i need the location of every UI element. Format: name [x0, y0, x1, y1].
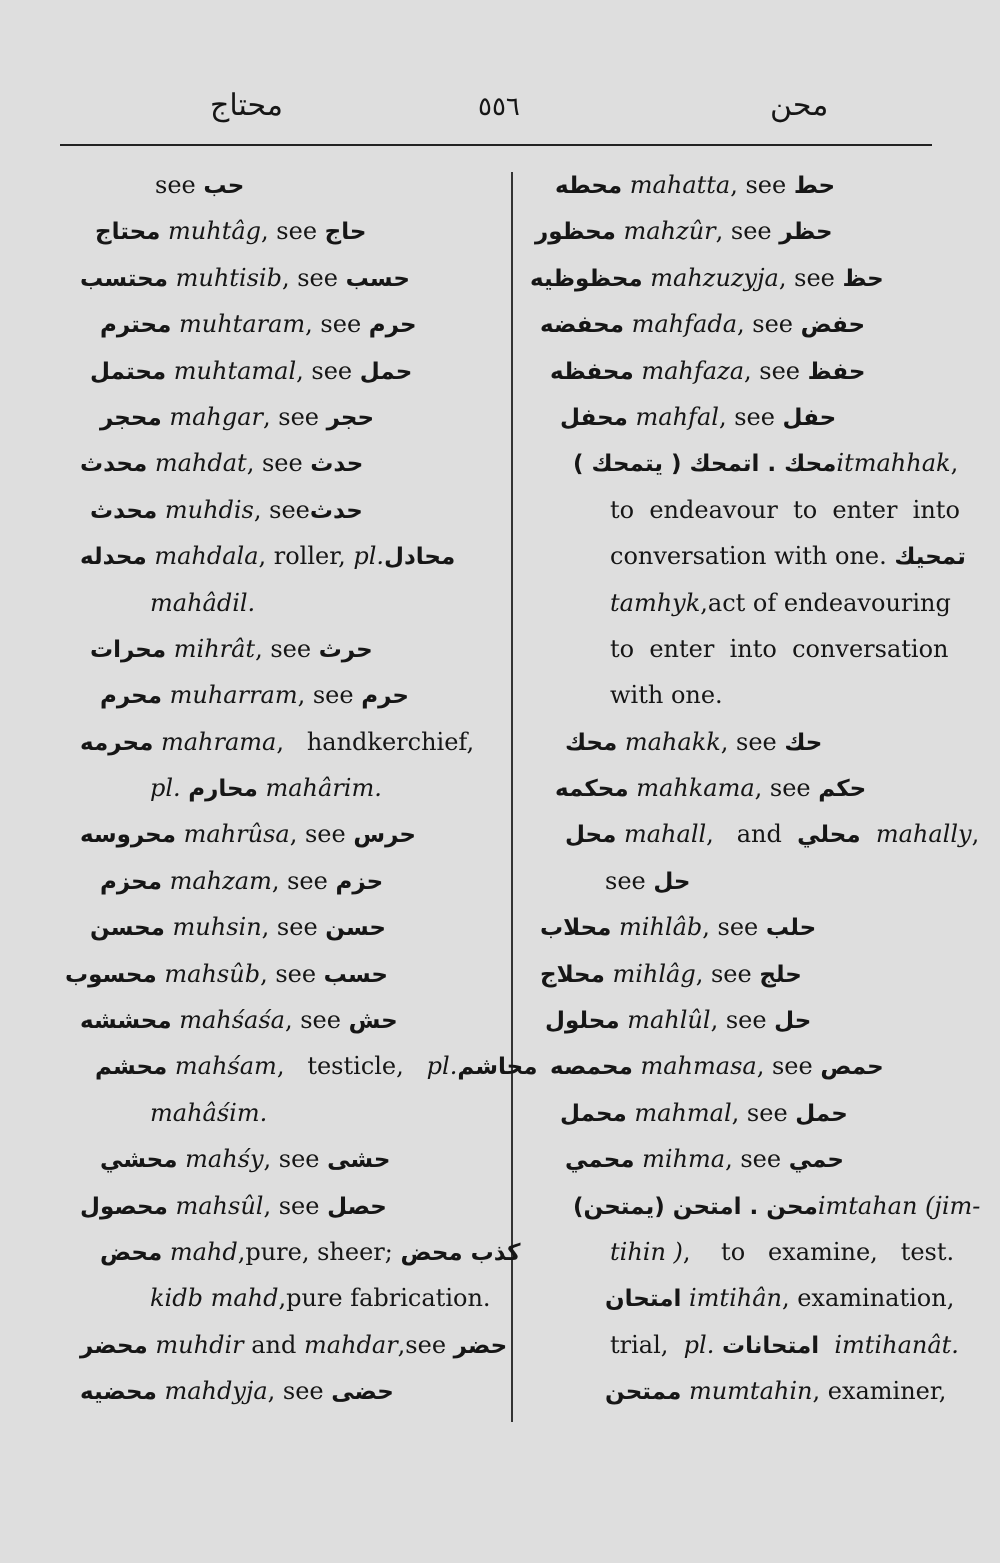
gloss-text: , see: [263, 1191, 328, 1220]
arabic-script-text: حظر: [779, 219, 833, 246]
gloss-text: with one.: [610, 681, 723, 710]
transliteration-text: imtihanât.: [819, 1330, 959, 1359]
dictionary-line: [530, 951, 950, 997]
transliteration-text: mahally: [860, 820, 972, 849]
transliteration-text: mahatta: [622, 171, 731, 199]
gloss-text: , see: [718, 402, 783, 431]
arabic-script-text: حرث: [318, 636, 373, 663]
transliteration-text: muhdir: [147, 1330, 244, 1359]
arabic-script-text: حرم: [361, 683, 409, 710]
arabic-script-text: محمل: [560, 1100, 627, 1127]
arabic-script-text: حضر: [453, 1332, 508, 1359]
gloss-text: , see: [261, 217, 325, 246]
arabic-script-text: محضر: [80, 1332, 148, 1359]
transliteration-text: pl.: [426, 1052, 458, 1081]
gloss-text: ,pure fabrication.: [278, 1284, 491, 1313]
gloss-text: , see: [756, 1052, 821, 1081]
transliteration-text: mahfaza: [633, 356, 745, 385]
arabic-script-text: حفض: [800, 312, 866, 339]
arabic-script-text: حل: [653, 868, 691, 895]
dictionary-line: [40, 1229, 521, 1275]
dictionary-line: [40, 765, 500, 811]
arabic-script-text: حدث: [310, 451, 364, 478]
left-column: [40, 162, 546, 1415]
dictionary-line: [40, 904, 500, 950]
arabic-script-text: حصل: [327, 1193, 387, 1220]
arabic-script-text: محسوب: [65, 961, 157, 988]
dictionary-line: [40, 672, 500, 718]
page-number: ٥٥٦: [478, 92, 520, 122]
arabic-script-text: حكم: [818, 776, 867, 803]
arabic-script-text: محتسب: [80, 265, 168, 292]
transliteration-text: mahdala: [146, 542, 259, 571]
gloss-text: , examination,: [781, 1284, 955, 1313]
transliteration-text: mahall: [616, 820, 707, 849]
dictionary-line: [40, 1136, 500, 1182]
transliteration-text: mahrûsa: [176, 820, 290, 849]
arabic-script-text: امتحان: [605, 1286, 682, 1313]
gloss-text: , see: [263, 1145, 328, 1174]
arabic-script-text: حمص: [820, 1054, 884, 1081]
arabic-script-text: محتاج: [95, 219, 161, 246]
dictionary-line: [530, 255, 950, 301]
arabic-script-text: محتمل: [90, 358, 167, 385]
transliteration-text: itmahhak: [836, 449, 951, 478]
arabic-script-text: حفظ: [807, 358, 866, 385]
arabic-script-text: حشى: [327, 1147, 391, 1174]
gloss-text: , see: [715, 217, 780, 246]
transliteration-text: mahdar: [304, 1330, 398, 1359]
gloss-text: ,: [971, 820, 980, 849]
transliteration-text: muhtisib: [167, 263, 282, 292]
arabic-script-text: حش: [348, 1008, 398, 1035]
dictionary-line: [40, 1275, 500, 1321]
transliteration-text: mihrât: [166, 634, 256, 663]
arabic-script-text: كذب محض: [400, 1239, 521, 1266]
gloss-text: , see: [305, 310, 369, 339]
transliteration-text: mahsûb: [156, 959, 261, 988]
dictionary-line: [40, 811, 500, 857]
dictionary-line: [530, 626, 950, 672]
transliteration-text: mahrama: [153, 727, 277, 756]
arabic-script-text: محلول: [545, 1008, 620, 1035]
arabic-script-text: محجر: [100, 404, 162, 431]
arabic-script-text: حط: [793, 173, 836, 199]
arabic-script-text: محروسه: [80, 822, 176, 849]
dictionary-line: [40, 858, 500, 904]
arabic-script-text: محدث: [80, 451, 148, 478]
arabic-script-text: محلي: [797, 822, 861, 849]
header-right-catchword: محن: [770, 88, 829, 123]
gloss-text: , see: [730, 171, 794, 199]
transliteration-text: mahkama: [628, 774, 755, 803]
gloss-text: , see: [720, 727, 785, 756]
dictionary-line: [40, 533, 500, 579]
dictionary-line: [530, 1229, 955, 1275]
arabic-script-text: تمحيك: [894, 544, 966, 571]
arabic-script-text: محفظه: [550, 358, 634, 385]
gloss-text: ,act of endeavouring: [700, 588, 951, 617]
arabic-script-text: حلج: [759, 961, 802, 988]
dictionary-line: [530, 208, 950, 254]
gloss-text: to enter into conversation: [610, 634, 949, 663]
transliteration-text: muhtamal: [166, 356, 297, 385]
arabic-script-text: حمل: [359, 358, 413, 385]
arabic-script-text: محفضه: [540, 312, 624, 339]
dictionary-line: [40, 1090, 500, 1136]
dictionary-line: [40, 162, 500, 208]
transliteration-text: pl.: [353, 542, 384, 571]
transliteration-text: mihlâg: [604, 959, 696, 988]
transliteration-text: pl.: [150, 774, 189, 803]
gloss-text: , see: [695, 959, 760, 988]
gloss-text: , see: [255, 634, 319, 663]
arabic-script-text: محدله: [80, 544, 147, 571]
arabic-script-text: محرم: [100, 683, 162, 710]
arabic-script-text: محضيه: [80, 1379, 157, 1406]
arabic-script-text: حدث: [309, 497, 363, 524]
gloss-text: ,: [950, 449, 959, 478]
dictionary-line: [530, 580, 950, 626]
dictionary-line: [40, 301, 500, 347]
arabic-script-text: محسن: [90, 915, 165, 942]
arabic-script-text: حاج: [324, 219, 367, 246]
transliteration-text: mahzam: [161, 866, 272, 895]
gloss-text: , see: [271, 866, 336, 895]
transliteration-text: mahgar: [161, 402, 263, 431]
transliteration-text: mihlâb: [611, 913, 703, 942]
transliteration-text: mahâśim.: [150, 1098, 268, 1127]
gloss-text: , testicle,: [276, 1052, 427, 1081]
transliteration-text: mahârim.: [257, 774, 382, 803]
arabic-script-text: محزم: [100, 868, 162, 895]
transliteration-text: kidb mahd: [150, 1284, 279, 1313]
dictionary-line: [530, 1275, 955, 1321]
gloss-text: , and: [706, 820, 798, 849]
gloss-text: , see: [754, 774, 819, 803]
transliteration-text: mahmal: [626, 1098, 732, 1127]
gloss-text: , see: [261, 913, 326, 942]
dictionary-line: [530, 1322, 959, 1368]
arabic-script-text: محصول: [80, 1193, 168, 1220]
transliteration-text: mumtahin: [681, 1377, 813, 1406]
gloss-text: , see: [737, 310, 801, 339]
dictionary-line: [530, 348, 950, 394]
transliteration-text: mihma: [634, 1145, 726, 1174]
arabic-script-text: محاشم: [457, 1054, 546, 1081]
dictionary-line: [40, 1368, 500, 1414]
dictionary-line: [530, 487, 960, 533]
transliteration-text: mahzûr: [615, 217, 716, 246]
transliteration-text: mahlûl: [619, 1006, 711, 1035]
arabic-script-text: حزم: [335, 868, 384, 895]
dictionary-line: [530, 1043, 950, 1089]
arabic-script-text: محطه: [555, 173, 623, 199]
arabic-script-text: محض: [100, 1239, 163, 1266]
transliteration-text: mahsûl: [167, 1191, 264, 1220]
gloss-text: , see: [284, 1006, 349, 1035]
gloss-text: , see: [778, 263, 843, 292]
dictionary-line: [40, 626, 500, 672]
gloss-text: , see: [263, 402, 327, 431]
transliteration-text: mahfal: [627, 402, 719, 431]
gloss-text: trial,: [610, 1330, 684, 1359]
gloss-text: and: [243, 1330, 304, 1359]
gloss-text: , see: [731, 1098, 796, 1127]
dictionary-line: [530, 811, 980, 857]
gloss-text: , see: [267, 1377, 332, 1406]
gloss-text: , to examine, test.: [682, 1237, 955, 1266]
arabic-script-text: حل: [774, 1008, 812, 1035]
transliteration-text: muhtâg: [160, 217, 262, 246]
right-column: [530, 162, 981, 1415]
gloss-text: see: [605, 866, 654, 895]
dictionary-line: [530, 1136, 950, 1182]
dictionary-line: [40, 1322, 508, 1368]
gloss-text: , handkerchief,: [276, 727, 475, 756]
dictionary-line: [40, 487, 500, 533]
arabic-script-text: محظور: [535, 219, 616, 246]
transliteration-text: tihin ): [610, 1237, 683, 1266]
arabic-script-text: محفل: [560, 404, 628, 431]
gloss-text: , see: [710, 1006, 775, 1035]
gloss-text: to endeavour to enter into: [610, 495, 960, 524]
transliteration-text: muharram: [161, 681, 298, 710]
arabic-script-text: محدث: [90, 497, 158, 524]
gloss-text: , see: [702, 913, 766, 942]
gloss-text: , see: [260, 959, 324, 988]
arabic-script-text: محمصه: [550, 1054, 633, 1081]
transliteration-text: muhsin: [164, 913, 262, 942]
header-left-catchword: محتاج: [210, 88, 283, 123]
arabic-script-text: محرات: [90, 636, 167, 663]
header-rule: [60, 144, 932, 146]
dictionary-line: [530, 440, 959, 486]
arabic-script-text: محمي: [565, 1147, 635, 1174]
dictionary-line: [40, 719, 500, 765]
transliteration-text: imtahan (jim-: [817, 1191, 981, 1220]
arabic-script-text: محلاب: [540, 915, 612, 942]
gloss-text: , roller,: [258, 542, 354, 571]
gloss-text: , see: [297, 681, 362, 710]
arabic-script-text: محشي: [100, 1147, 178, 1174]
arabic-script-text: محل: [565, 822, 617, 849]
arabic-script-text: حمل: [795, 1100, 848, 1127]
arabic-script-text: محك . اتمحك ( يتمحك ): [565, 451, 837, 478]
arabic-script-text: محكمه: [555, 776, 629, 803]
gloss-text: conversation with one.: [610, 542, 895, 571]
dictionary-line: [40, 1183, 500, 1229]
arabic-script-text: حفل: [782, 404, 837, 431]
gloss-text: ,see: [397, 1330, 454, 1359]
gloss-text: see: [155, 171, 204, 199]
dictionary-line: [530, 162, 950, 208]
dictionary-line: [530, 858, 950, 904]
arabic-script-text: حجر: [326, 404, 375, 431]
arabic-script-text: حرم: [368, 312, 417, 339]
gloss-text: , examiner,: [812, 1377, 947, 1406]
arabic-script-text: حلب: [765, 915, 817, 942]
gloss-text: , see: [289, 820, 354, 849]
arabic-script-text: محلاج: [540, 961, 605, 988]
gloss-text: ,pure, sheer;: [237, 1237, 401, 1266]
arabic-script-text: امتحانات: [721, 1332, 820, 1359]
arabic-script-text: حسب: [323, 961, 388, 988]
dictionary-line: [530, 904, 950, 950]
arabic-script-text: محك: [565, 729, 618, 756]
dictionary-line: [530, 997, 950, 1043]
dictionary-line: [40, 1043, 546, 1089]
arabic-script-text: حظ: [842, 265, 884, 292]
arabic-script-text: حسب: [345, 265, 410, 292]
transliteration-text: mahmasa: [632, 1052, 757, 1081]
gloss-text: , see: [246, 449, 311, 478]
arabic-script-text: حسن: [325, 915, 386, 942]
gloss-text: , see: [253, 495, 310, 524]
dictionary-line: [40, 208, 500, 254]
arabic-script-text: محترم: [100, 312, 172, 339]
transliteration-text: mahâdil.: [150, 588, 256, 617]
arabic-script-text: محششه: [80, 1008, 172, 1035]
arabic-script-text: حك: [784, 729, 823, 756]
arabic-script-text: حمي: [788, 1147, 844, 1174]
transliteration-text: muhdis: [157, 495, 254, 524]
dictionary-line: [530, 1183, 981, 1229]
transliteration-text: imtihân: [681, 1284, 782, 1313]
transliteration-text: mahfada: [623, 310, 737, 339]
gloss-text: , see: [744, 356, 808, 385]
dictionary-line: [40, 440, 500, 486]
transliteration-text: mahd: [162, 1237, 238, 1266]
transliteration-text: muhtaram: [171, 310, 306, 339]
arabic-script-text: محشم: [95, 1054, 168, 1081]
dictionary-line: [40, 951, 500, 997]
arabic-script-text: حب: [203, 173, 245, 199]
dictionary-line: [40, 997, 500, 1043]
arabic-script-text: محن . امتحن (يمتحن): [565, 1193, 818, 1220]
transliteration-text: mahśaśa: [171, 1006, 285, 1035]
transliteration-text: mahzuzyja: [642, 263, 779, 292]
gloss-text: , see: [296, 356, 360, 385]
arabic-script-text: محادل: [384, 544, 464, 571]
transliteration-text: mahdat: [147, 449, 247, 478]
transliteration-text: pl.: [683, 1330, 722, 1359]
arabic-script-text: حرس: [353, 822, 416, 849]
arabic-script-text: محرمه: [80, 729, 154, 756]
transliteration-text: mahśam: [167, 1052, 277, 1081]
dictionary-line: [40, 348, 500, 394]
transliteration-text: mahdyja: [156, 1377, 268, 1406]
gloss-text: , see: [725, 1145, 789, 1174]
arabic-script-text: محظوظيه: [530, 265, 643, 292]
transliteration-text: mahakk: [617, 727, 721, 756]
dictionary-line: [530, 533, 966, 579]
gloss-text: , see: [281, 263, 346, 292]
arabic-script-text: ممتحن: [605, 1379, 682, 1406]
dictionary-line: [530, 719, 950, 765]
dictionary-line: [530, 394, 950, 440]
dictionary-line: [530, 301, 950, 347]
arabic-script-text: محارم: [188, 776, 258, 803]
arabic-script-text: حضى: [331, 1379, 394, 1406]
dictionary-line: [530, 672, 950, 718]
dictionary-line: [530, 765, 950, 811]
dictionary-line: [40, 580, 500, 626]
dictionary-line: [40, 394, 500, 440]
transliteration-text: tamhyk: [610, 588, 701, 617]
dictionary-line: [530, 1368, 950, 1414]
dictionary-line: [530, 1090, 950, 1136]
dictionary-line: [40, 255, 500, 301]
transliteration-text: mahśy: [177, 1145, 264, 1174]
